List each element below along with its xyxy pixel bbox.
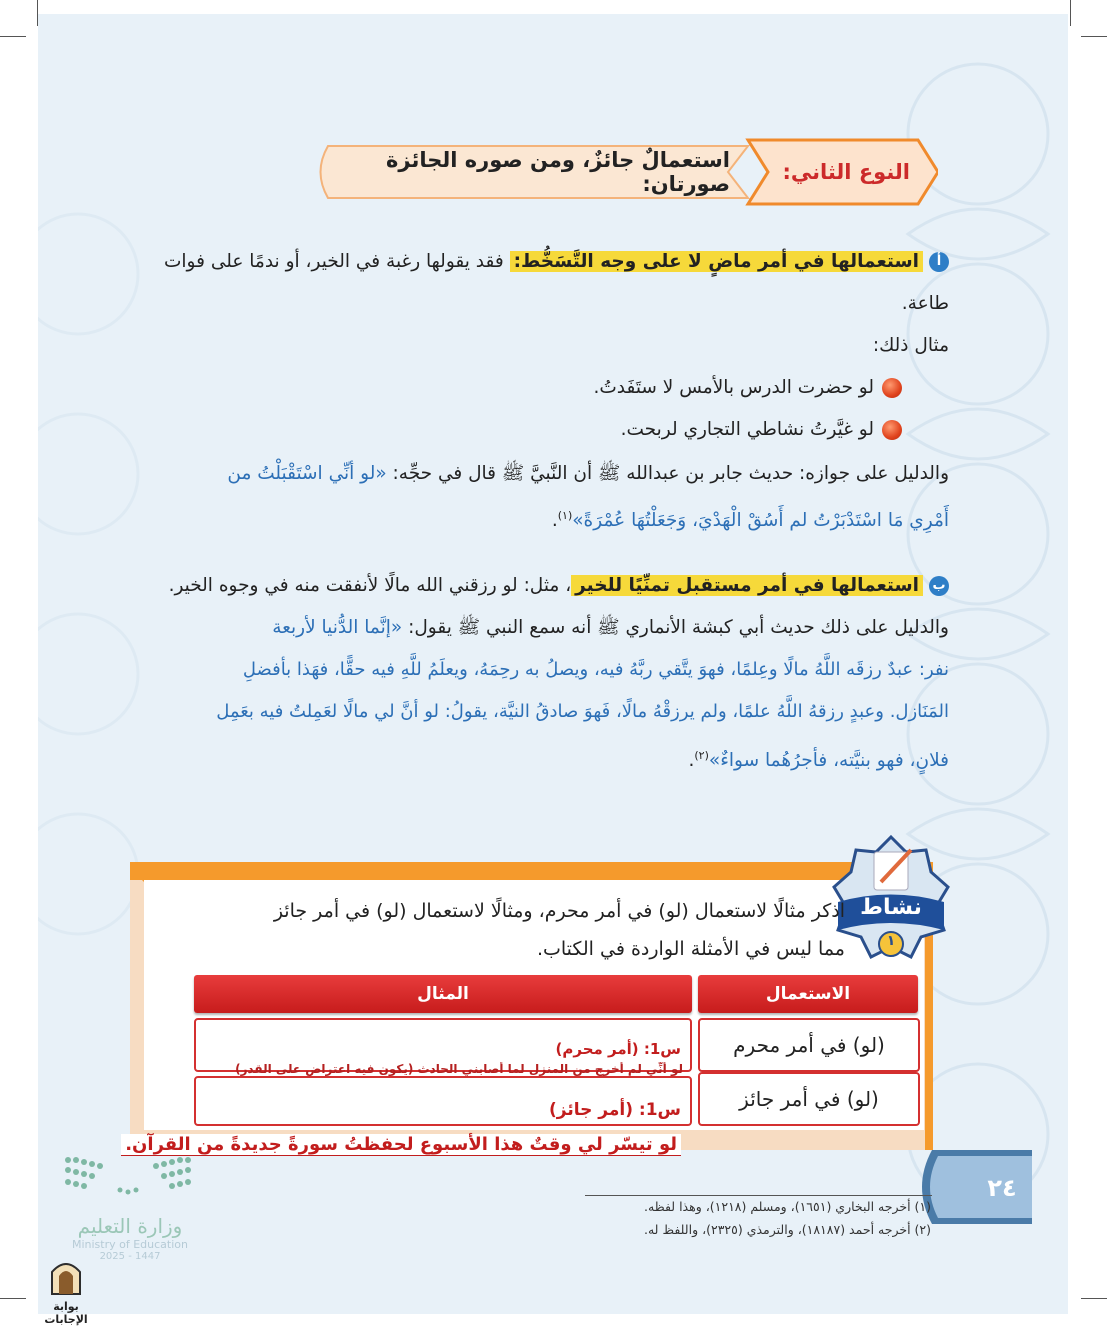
example-label: مثال ذلك: [872, 335, 949, 356]
example-item [621, 408, 902, 451]
section-b-highlight: استعمالها في أمر مستقبل تمنِّيًا للخير [571, 575, 923, 596]
ministry-year: 2025 - 1447 [99, 1251, 161, 1262]
hadith-quote: أَمْرِي مَا اسْتَدْبَرْتُ لم أَسُقْ الْهَدْيَ، وَجَعَلْتُهَا عُمْرَةً» [572, 510, 949, 532]
section-b-evidence [159, 606, 949, 649]
hadith-quote: نفر: عبدٌ رزقَه اللَّهُ مالًا وعِلمًا، فهوَ يتَّقي ربَّهُ فيه، ويصلُ به رحِمَهُ، ويعلَمُ للَّهِ فيه حقًّا، فهَذا بأفضلِ [242, 659, 949, 680]
hadith-quote-end: فلانٍ، فهو بنيَّته، فأجرُهُما سواءٌ»$^{(٢)}$. [688, 749, 949, 772]
answer-text: لو تيسّر لي وقتٌ هذا الأسبوع لحفظتُ سورةً جديدةً من القرآن. [121, 1134, 681, 1156]
footnote-ref: (٢) [694, 749, 709, 762]
section-a-text: فقد يقولها رغبة في الخير، أو ندمًا على فوات [163, 251, 510, 272]
activity-badge-label: نشاط [860, 895, 922, 920]
section-type-label: النوع الثاني: [782, 160, 910, 184]
gate-icon [46, 1256, 86, 1296]
answer-label: س1: (أمر جائز) [548, 1100, 681, 1120]
bullet-icon [882, 378, 902, 398]
example-item [593, 366, 902, 409]
section-a-highlight: استعمالها في أمر ماضٍ لا على وجه التَّسَخُّط: [510, 251, 923, 272]
activity-question-line: اذكر مثالًا لاستعمال (لو) في أمر محرم، ومثالًا لاستعمال (لو) في أمر جائز [273, 900, 845, 922]
footnote: (٢) أخرجه أحمد (١٨١٨٧)، والترمذي (٢٣٢٥)، واللفظ له. [644, 1222, 931, 1237]
section-a-paragraph [159, 240, 949, 283]
crop-mark [0, 36, 26, 37]
section-type-description: استعمالٌ جائزٌ، ومن صوره الجائزة صورتان: [386, 148, 730, 196]
usage-cell: (لو) في أمر محرم [698, 1018, 920, 1072]
hadith-quote: المَنَازل. وعبدٍ رزقهُ اللَّهُ علمًا، ولم يرزقْهُ مالًا، فَهوَ صادقُ النيَّة، يقولُ: لو أنَّ لي مالًا لعَمِلتُ فيه بعَمِل [216, 701, 949, 722]
hadith-quote: «لو أنِّي اسْتَقْبَلْتُ من [227, 463, 387, 484]
activity-question-line: مما ليس في الأمثلة الواردة في الكتاب. [536, 938, 845, 960]
crop-mark [1081, 1298, 1107, 1299]
footnotes [644, 1195, 931, 1241]
table-header-example: المثال [194, 975, 692, 1013]
bullet-icon [882, 420, 902, 440]
activity-badge-number: ١ [886, 933, 896, 949]
evidence-intro: والدليل على ذلك حديث أبي كبشة الأنماري ﷺ أنه سمع النبي ﷺ يقول: [402, 617, 949, 638]
section-a-text-continued: طاعة. [901, 293, 949, 314]
ministry-arabic: وزارة التعليم [77, 1214, 183, 1238]
example-text: لو غيَّرتُ نشاطي التجاري لربحت. [620, 419, 874, 440]
answer-text: لو أنِّي لم أخرج من المنزل لما أصابني الحادث (يكون فيه اعتراض على القدر) [235, 1062, 683, 1076]
hadith-quote: «إنَّما الدُّنيا لأربعة [272, 617, 403, 638]
watermark-text: بوابة الإجابات [44, 1300, 88, 1326]
section-a-marker: أ [929, 252, 949, 272]
section-b-text: ، مثل: لو رزقني الله مالًا لأنفقت منه في وجوه الخير. [168, 575, 572, 596]
evidence-paragraph [159, 452, 949, 495]
answer-label: س1: (أمر محرم) [555, 1040, 681, 1058]
section-b-paragraph [159, 564, 949, 607]
example-text: لو حضرت الدرس بالأمس لا ستَفَدتُ. [593, 377, 874, 398]
evidence-paragraph-continued: أَمْرِي مَا اسْتَدْبَرْتُ لم أَسُقْ الْهَدْيَ، وَجَعَلْتُهَا عُمْرَةً»$^{(١)}$. [551, 509, 949, 532]
evidence-intro: والدليل على جوازه: حديث جابر بن عبدالله ﷺ أن النَّبيَّ ﷺ قال في حجِّه: [386, 463, 949, 484]
footnote: (١) أخرجه البخاري (١٦٥١)، ومسلم (١٢١٨)، وهذا لفظه. [644, 1199, 931, 1214]
crop-mark [1070, 0, 1071, 26]
crop-mark [0, 1298, 26, 1299]
page-number: ٢٤ [987, 1174, 1017, 1202]
table-header-usage: الاستعمال [698, 975, 918, 1013]
section-b-marker: ب [929, 576, 949, 596]
ministry-dots-icon [60, 1150, 200, 1210]
footnote-ref: (١) [557, 509, 573, 522]
usage-cell: (لو) في أمر جائز [698, 1072, 920, 1126]
watermark-logo [30, 1256, 102, 1326]
crop-mark [1081, 36, 1107, 37]
ministry-english: Ministry of Education [71, 1238, 188, 1251]
ministry-logo [60, 1150, 200, 1262]
hadith-quote: فلانٍ، فهو بنيَّته، فأجرُهُما سواءٌ» [708, 750, 949, 772]
activity-question [225, 892, 845, 968]
